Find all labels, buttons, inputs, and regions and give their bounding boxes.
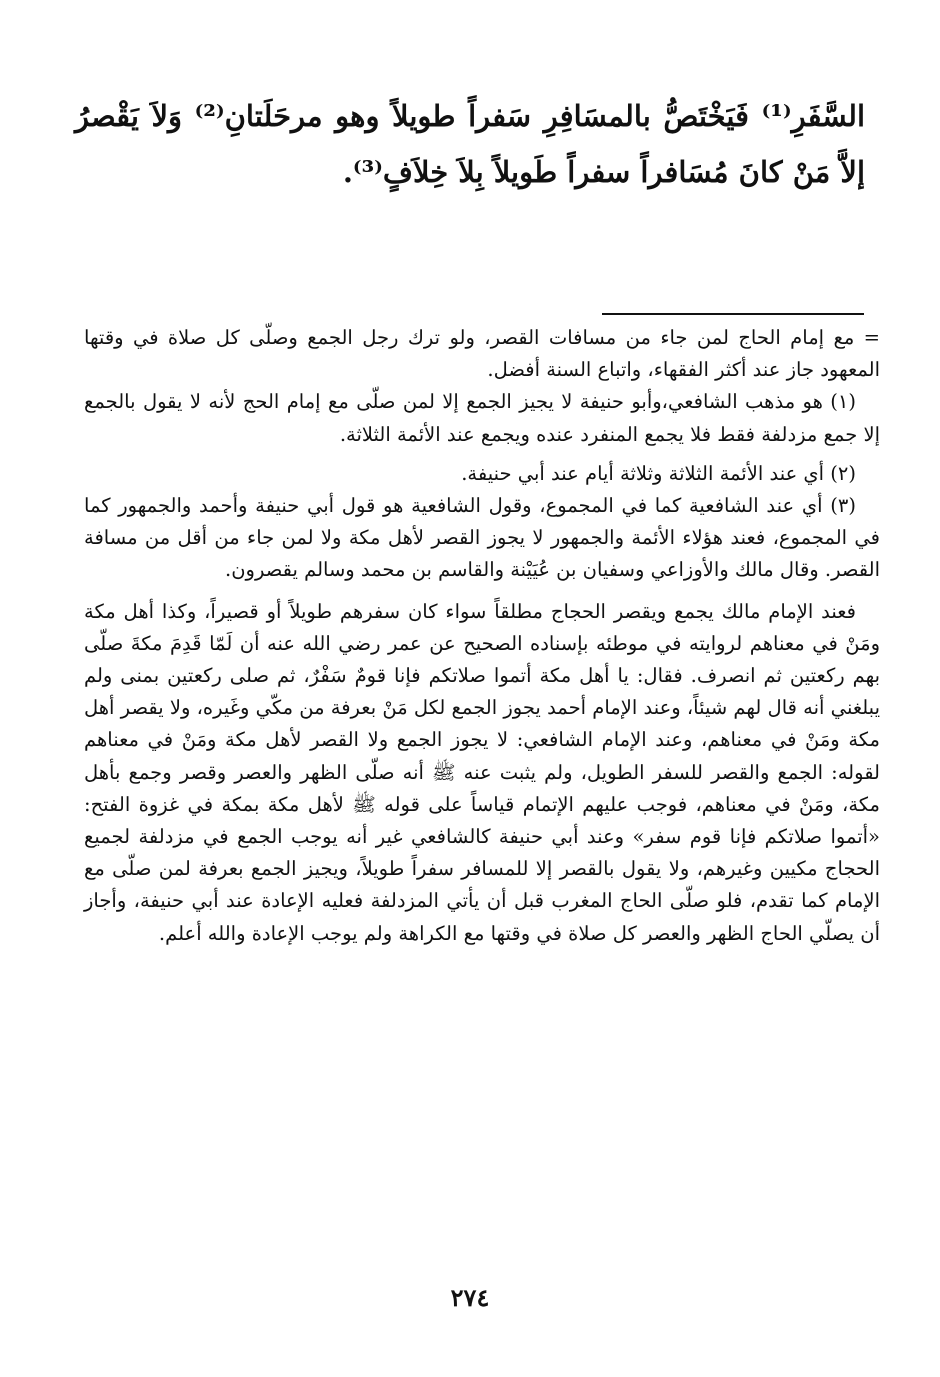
page-number: ٢٧٤: [450, 1283, 490, 1312]
footnote-2: (٢) أي عند الأئمة الثلاثة وثلاثة أيام عند أبي حنيفة.: [461, 461, 856, 485]
main-text-block: [75, 88, 865, 200]
footnote-1: (١) هو مذهب الشافعي،وأبو حنيفة لا يجيز الجمع إلا لمن صلّى مع إمام الحج لأنه لا يقول بالجمع إلا جمع مزدلفة فقط فلا يجمع المنفرد عنده ويجمع عند الأئمة الثلاثة.: [84, 390, 880, 446]
footnotes-block: [84, 322, 880, 950]
footnote-separator: [602, 313, 864, 315]
main-paragraph: السَّفَرِ⁽¹⁾ فَيَخْتَصُّ بالمسَافِرِ سَفراً طويلاً وهو مرحَلَتانِ⁽²⁾ وَلاَ يَقْصرُ إلاَّ مَنْ كانَ مُسَافراً سفراً طَويلاً بِلاَ خِلاَفٍ⁽³⁾.: [75, 99, 866, 189]
footnote-3-continued: فعند الإمام مالك يجمع ويقصر الحجاج مطلقاً سواء كان سفرهم طويلاً أو قصيراً، وكذا أهل مكة ومَنْ في معناهم لروايته في موطئه بإسناده الصحيح عن عمر رضي الله عنه أن لَمّا قَدِمَ مكةَ صلّى بهم ركعتين ثم انصرف. فقال: يا أهل مكة أتموا صلاتكم فإنا قومٌ سَفْرٌ، ثم صلى ركعتين بمنى ولم يبلغني أنه قال لهم شيئاً، وعند الإمام أحمد يجوز الجمع لكل مَنْ بعرفة من مكّي وغَيره، ولا يقصر أهل مكة ومَنْ في معناهم، وعند الإمام الشافعي: لا يجوز الجمع ولا القصر لأهل مكة ومَنْ في معناهم لقوله: الجمع والقصر للسفر الطويل، ولم يثبت عنه ﷺ أنه صلّى الظهر والعصر وقصر وجمع بأهل مكة، ومَنْ في معناهم، فوجب عليهم الإتمام قياساً على قوله ﷺ لأهل مكة بمكة في غزوة الفتح: «أتموا صلاتكم فإنا قوم سفر» وعند أبي حنيفة كالشافعي غير أنه يوجب الجمع في مزدلفة لجميع الحجاج مكيين وغيرهم، ولا يقول بالقصر إلا للمسافر سفراً طويلاً، ويجيز الجمع بعرفة لمن صلّى مع الإمام كما تقدم، فلو صلّى الحاج المغرب قبل أن يأتي المزدلفة فعليه الإعادة عند أبي حنيفة، وأجاز أن يصلّي الحاج الظهر والعصر كل صلاة في وقتها مع الكراهة ولم يوجب الإعادة والله أعلم.: [84, 599, 880, 945]
footnote-continuation: = مع إمام الحاج لمن جاء من مسافات القصر، ولو ترك رجل الجمع وصلّى كل صلاة في وقتها المعهود جاز عند أكثر الفقهاء، واتباع السنة أفضل.: [84, 326, 880, 382]
footnote-3: (٣) أي عند الشافعية كما في المجموع، وقول الشافعية هو قول أبي حنيفة وأحمد والجمهور كما في المجموع، فعند هؤلاء الأئمة والجمهور لا يجوز القصر لأهل مكة ولا لمن جاء من أقل من مسافة القصر. وقال مالك والأوزاعي وسفيان بن عُيَيْنة والقاسم بن محمد وسالم يقصرون.: [84, 494, 880, 582]
